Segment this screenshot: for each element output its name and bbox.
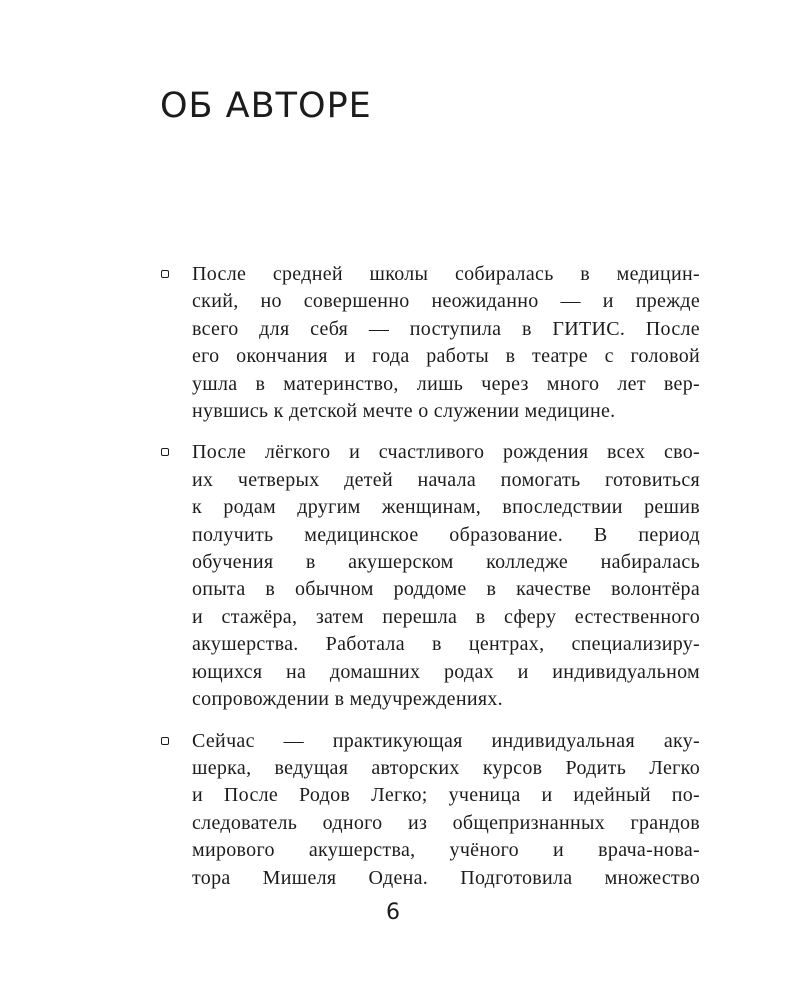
text-line: тора Мишеля Одена. Подготовила множество xyxy=(192,866,700,889)
text-line: и стажёра, затем перешла в сферу естественного xyxy=(192,605,700,628)
text-line: ский, но совершенно неожиданно — и прежде xyxy=(192,290,700,313)
text-line: Сейчас — практикующая индивидуальная аку- xyxy=(192,729,700,752)
bullet-item-school xyxy=(160,261,700,425)
square-bullet-icon xyxy=(161,448,169,456)
text-line: обучения в акушерском колледже набиралась xyxy=(192,551,700,574)
square-bullet-icon xyxy=(161,737,169,745)
text-line: получить медицинское образование. В период xyxy=(192,523,700,546)
text-line: акушерства. Работала в центрах, специализиру- xyxy=(192,633,700,656)
text-line: шерка, ведущая авторских курсов Родить Легко xyxy=(192,756,700,779)
bullet-item-career xyxy=(160,439,700,713)
text-line: мирового акушерства, учёного и врача-нова- xyxy=(192,839,700,862)
page-number: 6 xyxy=(386,900,400,925)
text-line: После средней школы собиралась в медицин- xyxy=(192,263,700,285)
text-line: ушла в материнство, лишь через много лет вер- xyxy=(192,372,700,395)
text-line: всего для себя — поступила в ГИТИС. После xyxy=(192,317,700,340)
text-line: к родам другим женщинам, впоследствии решив xyxy=(192,496,700,519)
text-line: После лёгкого и счастливого рождения всех сво- xyxy=(192,441,700,464)
text-line: следователь одного из общепризнанных грандов xyxy=(192,811,700,834)
text-line: нувшись к детской мечте о служении медицине. xyxy=(192,400,616,423)
text-line: ющихся на домашних родах и индивидуальном xyxy=(192,660,700,683)
text-line: сопровождении в медучреждениях. xyxy=(192,688,503,711)
square-bullet-icon xyxy=(161,270,169,278)
bullet-list xyxy=(160,261,700,906)
text-line: его окончания и года работы в театре с головой xyxy=(192,345,700,368)
page-title: ОБ АВТОРЕ xyxy=(160,86,372,126)
text-line: опыта в обычном роддоме в качестве волонтёра xyxy=(192,578,700,601)
bullet-item-current xyxy=(160,728,700,892)
text-line: и После Родов Легко; ученица и идейный по- xyxy=(192,784,700,807)
text-line: их четверых детей начала помогать готовиться xyxy=(192,468,700,491)
